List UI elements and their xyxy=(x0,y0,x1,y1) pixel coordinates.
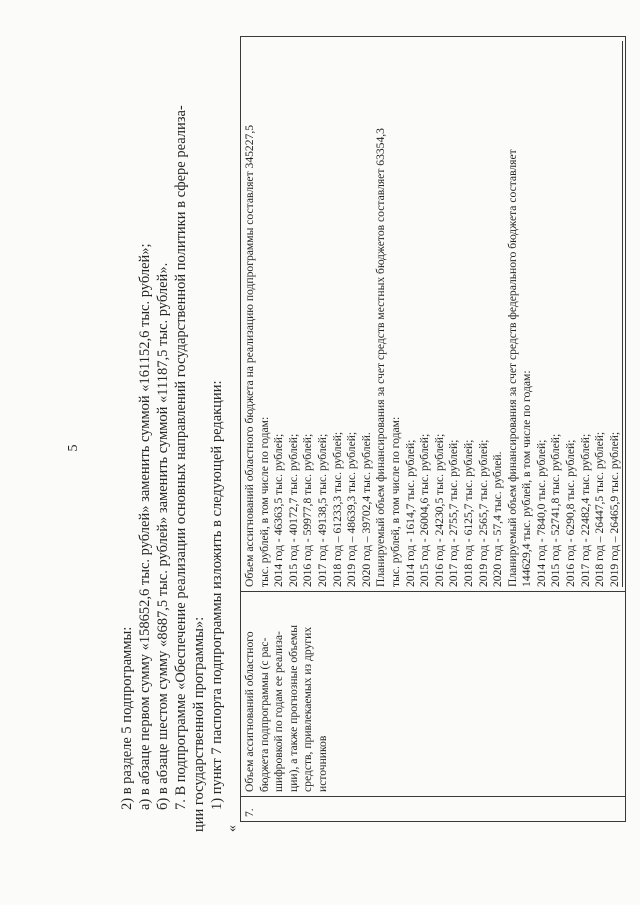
content-line: 2014 год - 7840,0 тыс. рублей; xyxy=(534,439,548,587)
paragraph-section-5: 2) в разделе 5 подпрограммы: xyxy=(119,626,135,810)
label-line: средств, привлекаемых из других xyxy=(301,626,315,792)
content-line: тыс. рублей, в том числе по годам: xyxy=(388,416,402,587)
passport-table xyxy=(240,36,626,822)
label-line: шифровкой по годам ее реализа- xyxy=(272,631,286,792)
content-line: 2016 год - 59977,8 тыс. рублей; xyxy=(301,433,315,587)
content-line: Планируемый объем финансирования за счет средств местных бюджетов составляет 63354,3 xyxy=(374,128,388,587)
row-content-cell xyxy=(241,37,626,592)
content-line: 2018 год – 61233,3 тыс. рублей; xyxy=(330,431,344,587)
row-label-cell xyxy=(241,592,626,797)
label-line: ции), а также прогнозные объемы xyxy=(286,624,300,792)
content-line: 2015 год - 26004,6 тыс. рублей; xyxy=(418,433,432,587)
content-line: 2017 год - 22482,4 тыс. рублей; xyxy=(578,433,592,587)
content-line: Планируемый объем финансирования за счет средств федерального бюджета составляет xyxy=(505,149,519,587)
content-line: 2016 год - 24230,5 тыс. рублей; xyxy=(432,433,446,587)
paragraph-item-1: 1) пункт 7 паспорта подпрограммы изложить в следующей редакции: xyxy=(209,380,225,810)
content-line: 2020 год - 57,4 тыс. рублей. xyxy=(491,451,505,587)
document-page xyxy=(30,30,620,866)
content-line: тыс. рублей, в том числе по годам: xyxy=(257,416,271,587)
content-line: 2018 год – 26447,5 тыс. рублей; xyxy=(593,431,607,587)
paragraph-item-a: а) в абзаце первом сумму «158652,6 тыс. рублей» заменить суммой «161152,6 тыс. рублей»; xyxy=(137,243,153,810)
paragraph-subprogram-7-continued: ции государственной программы»: xyxy=(191,616,207,832)
content-line: 2018 год - 6125,7 тыс. рублей; xyxy=(461,439,475,587)
page-number: 5 xyxy=(66,444,81,452)
label-line: Объем ассигнований областного xyxy=(243,631,256,792)
content-line: Объем ассигнований областного бюджета на реализацию подпрограммы составляет 345227,5 xyxy=(243,124,256,587)
paragraph-item-b: б) в абзаце шестом сумму «8687,5 тыс. рублей» заменить суммой «11187,5 тыс. рублей». xyxy=(155,262,171,810)
content-line: 2017 год - 2755,7 тыс. рублей; xyxy=(447,439,461,587)
paragraph-subprogram-7: 7. В подпрограмме «Обеспечение реализации основных направлений государственной политики в сфере реализа- xyxy=(173,105,189,810)
content-line: 2019 год - 2565,7 тыс. рублей; xyxy=(476,439,490,587)
content-line: 2020 год – 39702,4 тыс. рублей. xyxy=(359,432,373,587)
content-line: 2014 год - 46363,5 тыс. рублей; xyxy=(272,433,286,587)
content-line: 2019 год – 26465,9 тыс. рублей; xyxy=(608,41,624,587)
content-line: 2017 год - 49138,5 тыс. рублей; xyxy=(315,433,329,587)
content-line: 2015 год - 52741,8 тыс. рублей; xyxy=(549,433,563,587)
opening-quote-mark: « xyxy=(225,825,240,832)
content-line: 2019 год – 48639,3 тыс. рублей; xyxy=(345,431,359,587)
content-line: 2015 год - 40172,7 тыс. рублей; xyxy=(286,433,300,587)
row-number: 7. xyxy=(241,797,626,822)
table-row xyxy=(241,37,626,822)
label-line: бюджета подпрограммы (с рас- xyxy=(257,637,271,792)
content-line: 2014 год - 1614,7 тыс. рублей; xyxy=(403,439,417,587)
content-line: 144629,4 тыс. рублей, в том числе по годам: xyxy=(520,370,534,587)
content-line: 2016 год - 6290,8 тыс. рублей; xyxy=(564,439,578,587)
label-line: источников xyxy=(315,735,329,792)
